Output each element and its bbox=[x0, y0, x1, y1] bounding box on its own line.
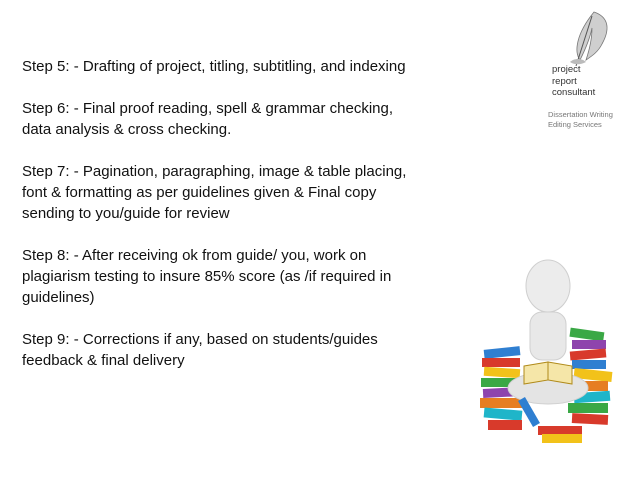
logo-sub-1: Dissertation Writing bbox=[548, 110, 613, 119]
reading-figure-icon bbox=[478, 258, 618, 448]
step-8-text: Step 8: - After receiving ok from guide/ you, work on plagiarism testing to insure 85% score (as /if required in guidelines) bbox=[22, 247, 392, 306]
logo-subtitle bbox=[548, 110, 613, 130]
logo-text bbox=[552, 64, 595, 99]
step-6-text: Step 6: - Final proof reading, spell & grammar checking, data analysis & cross checking. bbox=[22, 100, 394, 138]
logo-sub-2: Editing Services bbox=[548, 120, 602, 129]
step-7-text: Step 7: - Pagination, paragraphing, image & table placing, font & formatting as per guidelines given & Final copy sending to you/guide for review bbox=[22, 163, 407, 222]
step-9-text: Step 9: - Corrections if any, based on students/guides feedback & final delivery bbox=[22, 331, 378, 369]
logo-line-2: report bbox=[552, 75, 577, 87]
step-5-text: Step 5: - Drafting of project, titling, subtitling, and indexing bbox=[22, 58, 406, 75]
steps-list bbox=[22, 56, 422, 392]
logo-line-1: project bbox=[552, 64, 581, 75]
logo-line-3: consultant bbox=[552, 87, 596, 98]
